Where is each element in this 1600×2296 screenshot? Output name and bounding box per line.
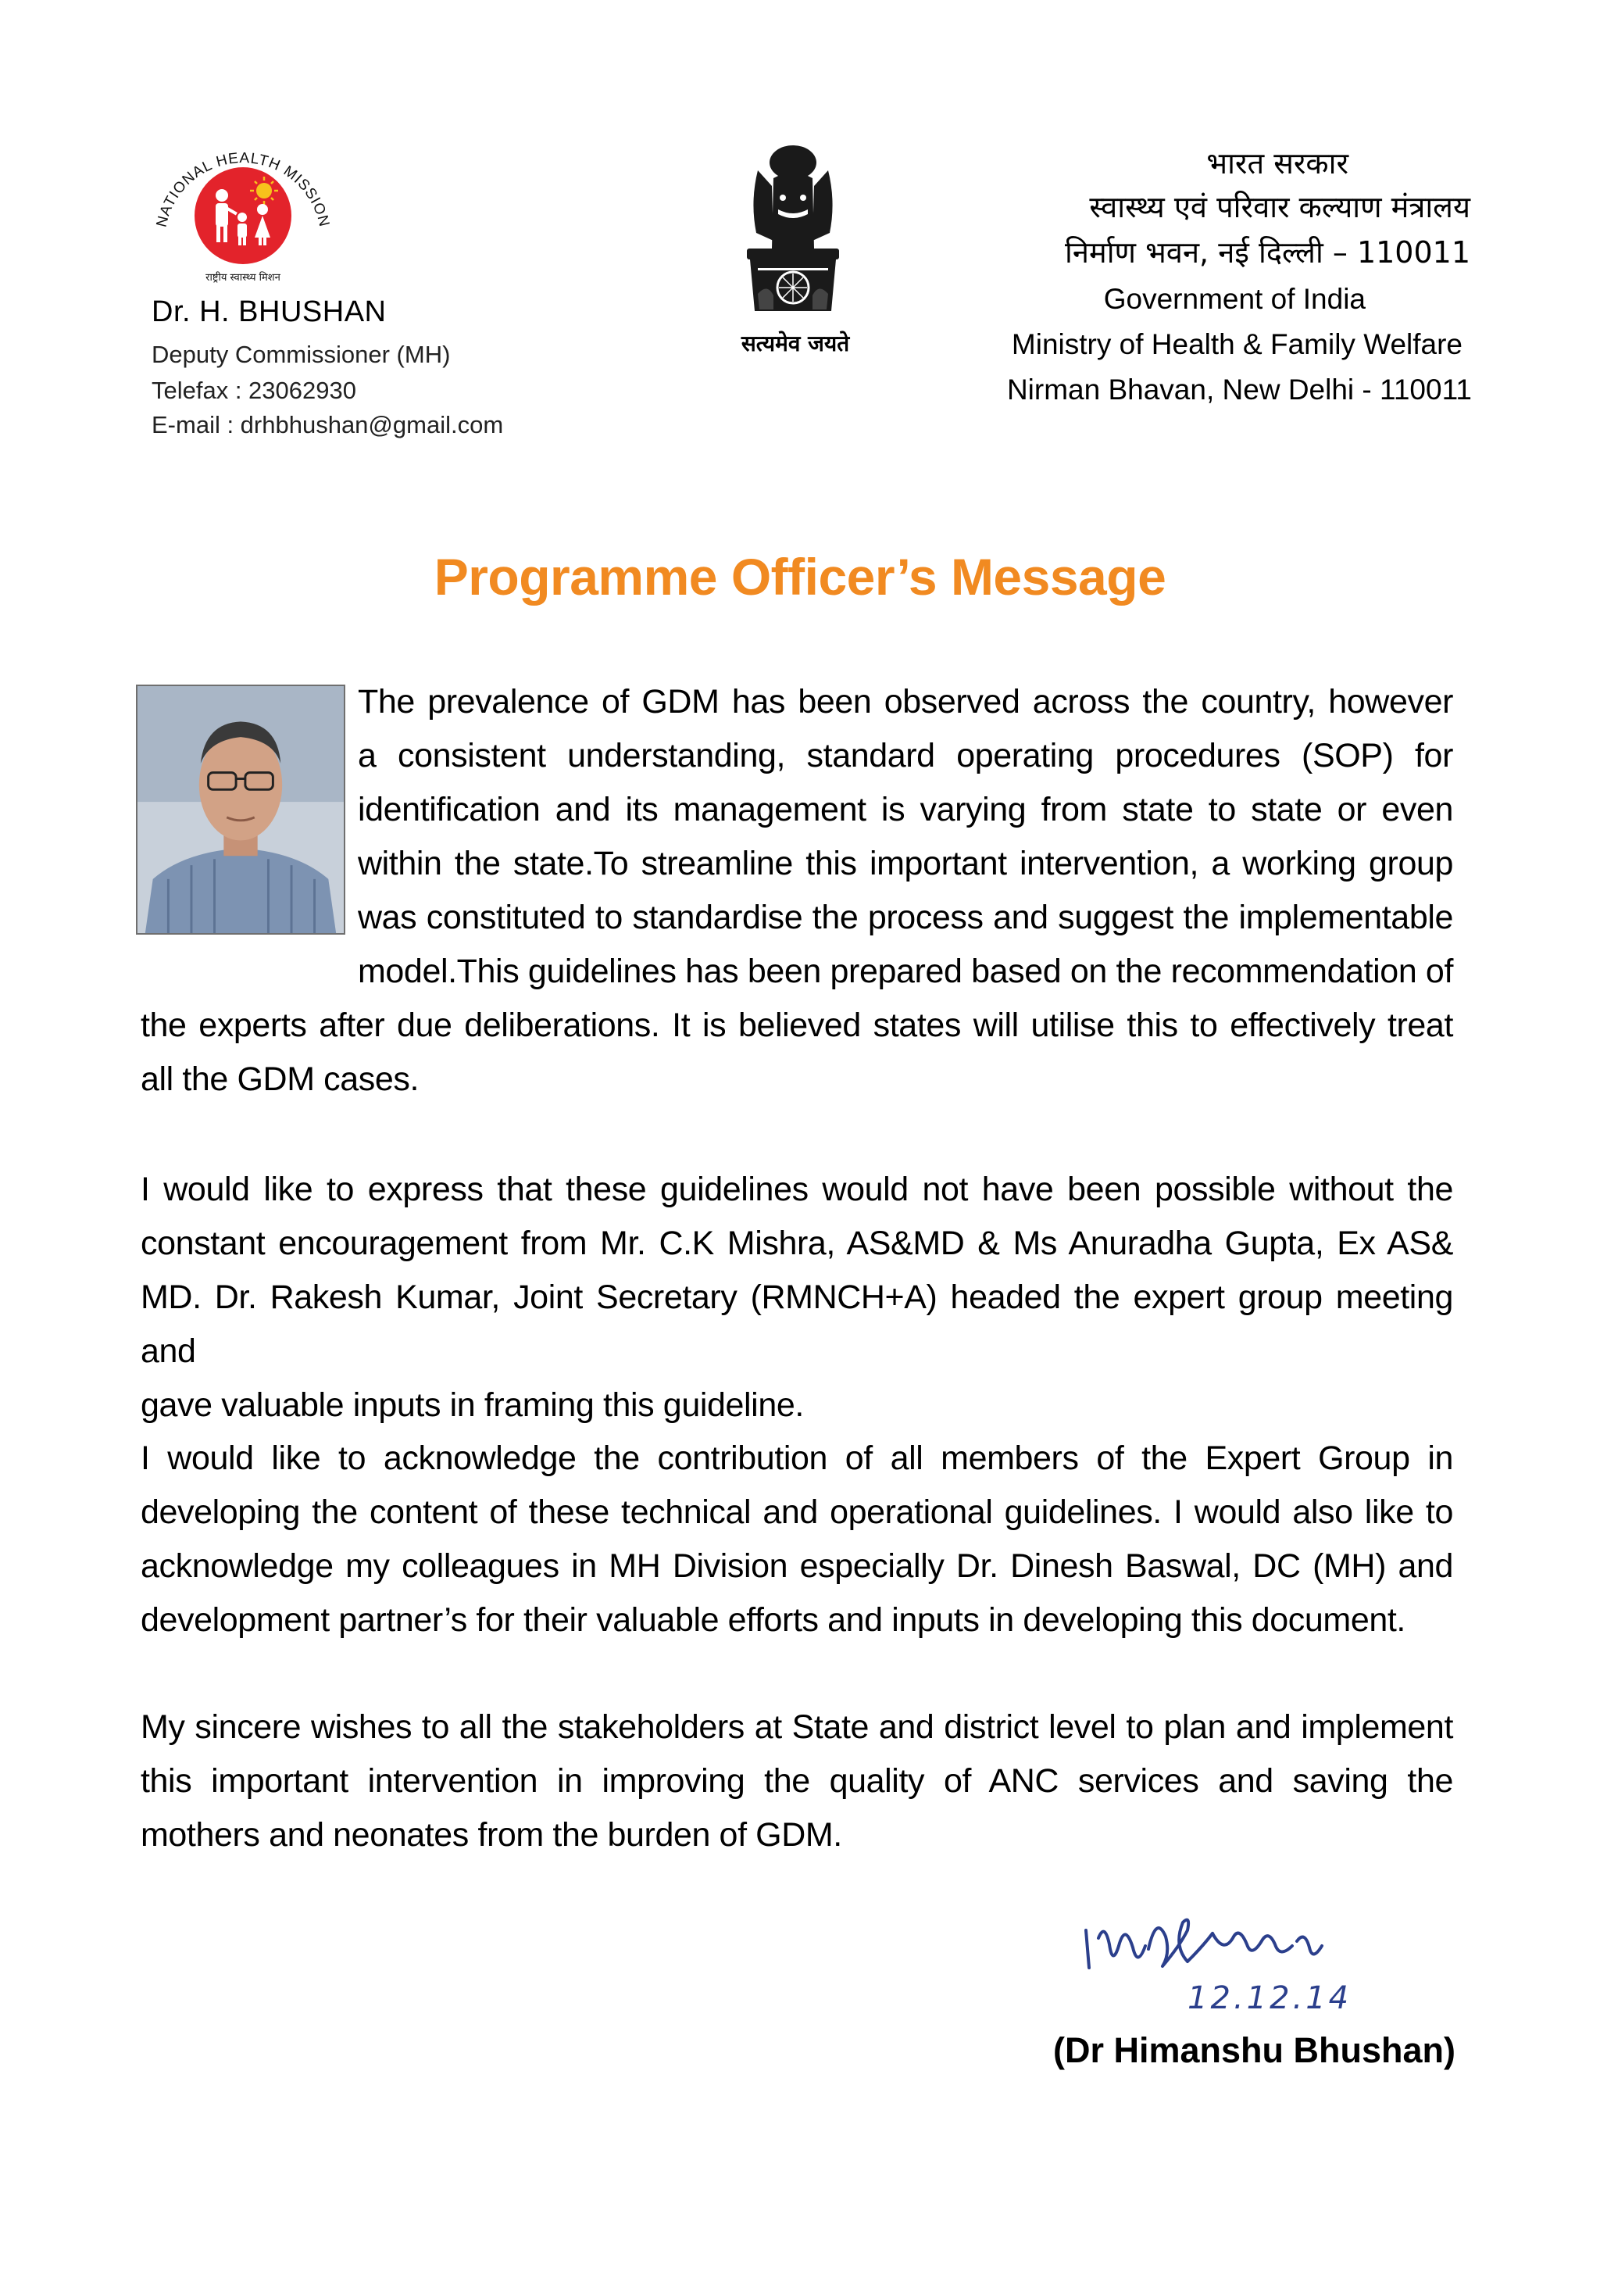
page-title: Programme Officer’s Message	[434, 548, 1166, 606]
sender-name: Dr. H. BHUSHAN	[152, 295, 387, 328]
paragraph-line: model.This guidelines has been prepared based on the recommendation of	[358, 953, 1453, 990]
paragraph-line: The prevalence of GDM has been observed across the country, however	[358, 683, 1453, 721]
signature-date: 12.12.14	[1188, 1980, 1352, 2016]
paragraph-line: all the GDM cases.	[141, 1060, 420, 1098]
body-paragraph-1	[141, 675, 1453, 1107]
government-hindi: भारत सरकार	[1206, 146, 1348, 181]
government-english: Government of India	[1103, 283, 1366, 315]
address-english: Nirman Bhavan, New Delhi - 110011	[1006, 374, 1472, 406]
paragraph-line: mothers and neonates from the burden of GDM.	[141, 1816, 842, 1854]
body-paragraph-4	[141, 1701, 1453, 1862]
ministry-english: Ministry of Health & Family Welfare	[1011, 328, 1462, 360]
handwritten-signature	[1070, 1899, 1414, 2024]
paragraph-line: MD. Dr. Rakesh Kumar, Joint Secretary (RMNCH+A) headed the expert group meeting and	[141, 1279, 1453, 1370]
address-hindi: निर्माण भवन, नई दिल्ली – 110011	[1065, 235, 1470, 270]
sender-telefax: Telefax : 23062930	[152, 377, 356, 404]
paragraph-line: I would like to acknowledge the contribution of all members of the Expert Group in	[141, 1439, 1453, 1477]
paragraph-line: developing the content of these technical and operational guidelines. I would also like to	[141, 1493, 1453, 1531]
paragraph-line: I would like to express that these guidelines would not have been possible without the	[141, 1171, 1453, 1208]
logo-subtitle: राष्ट्रीय स्वास्थ्य मिशन	[205, 272, 280, 284]
paragraph-line: within the state.To streamline this important intervention, a working group	[358, 845, 1453, 882]
emblem-motto: सत्यमेव जयते	[741, 331, 850, 356]
paragraph-line: identification and its management is varying from state to state or even	[358, 791, 1453, 828]
paragraph-line: My sincere wishes to all the stakeholders at State and district level to plan and implement	[141, 1708, 1453, 1746]
national-emblem-icon	[727, 139, 859, 344]
signatory-name: (Dr Himanshu Bhushan)	[1052, 2030, 1455, 2070]
sender-designation: Deputy Commissioner (MH)	[152, 341, 451, 368]
paragraph-line: was constituted to standardise the process and suggest the implementable	[358, 899, 1453, 936]
sun-icon	[256, 183, 272, 198]
logo-arc-text: NATIONAL HEALTH MISSION	[153, 149, 333, 229]
sender-email: E-mail : drhbhushan@gmail.com	[152, 411, 504, 438]
paragraph-line: this important intervention in improving the quality of ANC services and saving the	[141, 1762, 1453, 1800]
body-paragraph-2	[141, 1163, 1453, 1432]
paragraph-line: constant encouragement from Mr. C.K Mishra, AS&MD & Ms Anuradha Gupta, Ex AS&	[141, 1225, 1453, 1262]
body-paragraph-3	[141, 1432, 1453, 1647]
nhm-logo	[145, 128, 341, 284]
paragraph-line: acknowledge my colleagues in MH Division especially Dr. Dinesh Baswal, DC (MH) and	[141, 1547, 1453, 1585]
paragraph-line: development partner’s for their valuable efforts and inputs in developing this document.	[141, 1601, 1405, 1639]
paragraph-line: gave valuable inputs in framing this guideline.	[141, 1386, 804, 1424]
ministry-hindi: स्वास्थ्य एवं परिवार कल्याण मंत्रालय	[1089, 190, 1470, 224]
paragraph-line: the experts after due deliberations. It is believed states will utilise this to effectively treat	[141, 1007, 1453, 1044]
paragraph-line: a consistent understanding, standard operating procedures (SOP) for	[358, 737, 1453, 774]
